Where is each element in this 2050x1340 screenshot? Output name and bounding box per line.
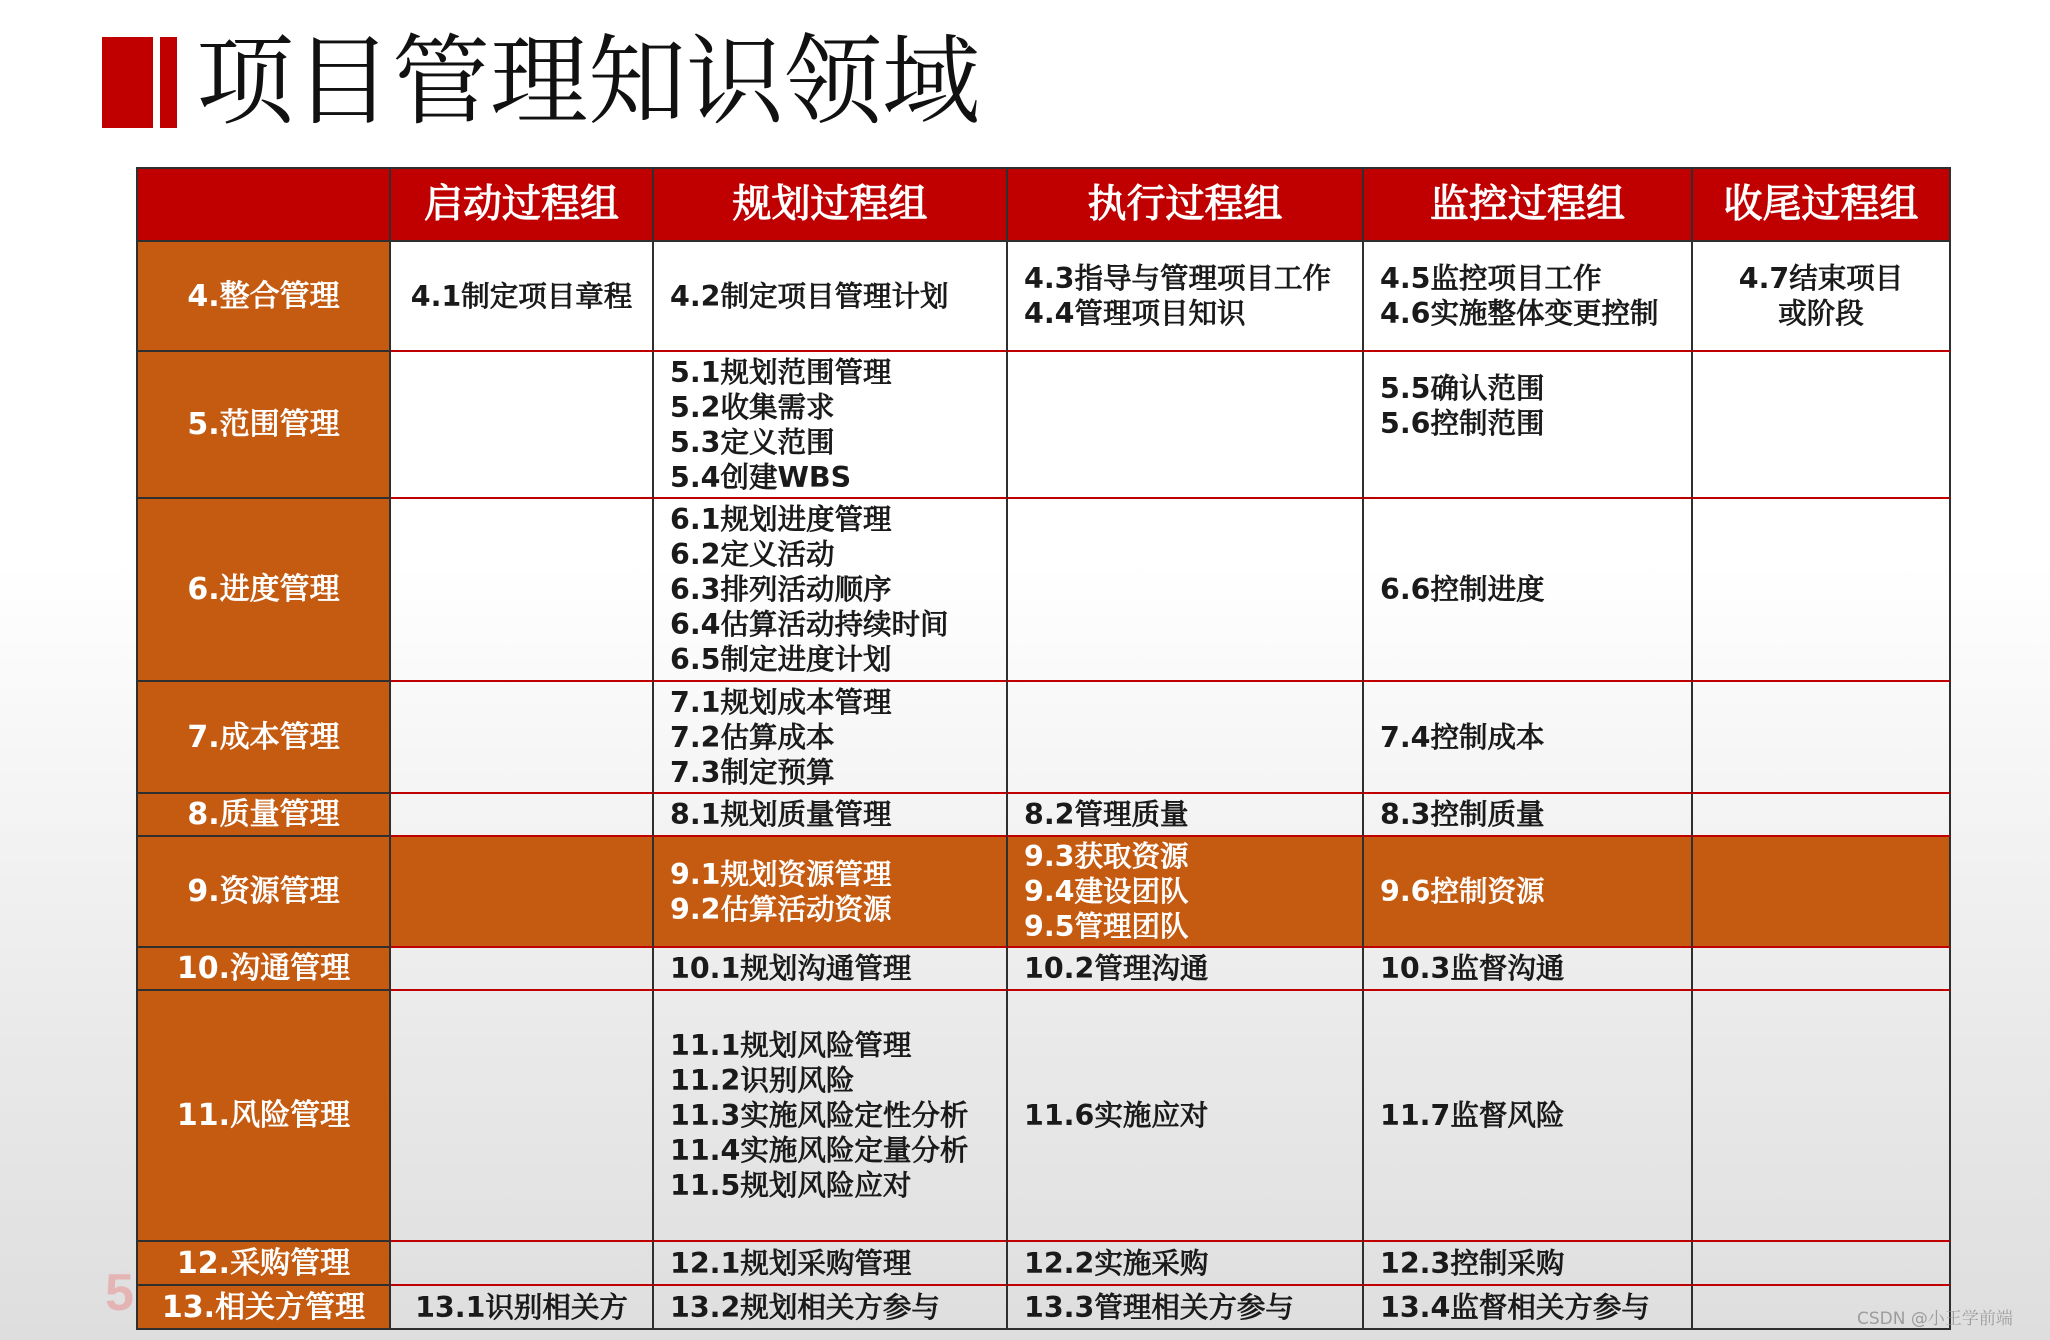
- cell-scope-monitoring: 5.5确认范围 5.6控制范围: [1364, 352, 1693, 499]
- process-knowledge-table: [136, 167, 1951, 1330]
- cell-procurement-initiating: [391, 1242, 654, 1286]
- cell-cost-executing: [1008, 682, 1364, 794]
- header-closing-process-group: 收尾过程组: [1693, 169, 1951, 242]
- cell-integration-monitoring: 4.5监控项目工作 4.6实施整体变更控制: [1364, 242, 1693, 352]
- cell-quality-planning: 8.1规划质量管理: [654, 794, 1008, 837]
- cell-schedule-monitoring: 6.6控制进度: [1364, 499, 1693, 682]
- cell-resource-planning: 9.1规划资源管理 9.2估算活动资源: [654, 837, 1008, 948]
- cell-quality-closing: [1693, 794, 1951, 837]
- cell-cost-closing: [1693, 682, 1951, 794]
- cell-communications-planning: 10.1规划沟通管理: [654, 948, 1008, 991]
- area-stakeholder: 13.相关方管理: [138, 1286, 391, 1330]
- cell-risk-planning: 11.1规划风险管理 11.2识别风险 11.3实施风险定性分析 11.4实施风险定量分析 11.5规划风险应对: [654, 991, 1008, 1242]
- cell-schedule-planning: 6.1规划进度管理 6.2定义活动 6.3排列活动顺序 6.4估算活动持续时间 6.5制定进度计划: [654, 499, 1008, 682]
- area-communications: 10.沟通管理: [138, 948, 391, 991]
- header-executing-process-group: 执行过程组: [1008, 169, 1364, 242]
- cell-resource-monitoring: 9.6控制资源: [1364, 837, 1693, 948]
- area-risk: 11.风险管理: [138, 991, 391, 1242]
- cell-schedule-closing: [1693, 499, 1951, 682]
- cell-scope-initiating: [391, 352, 654, 499]
- cell-risk-monitoring: 11.7监督风险: [1364, 991, 1693, 1242]
- cell-resource-initiating: [391, 837, 654, 948]
- cell-schedule-executing: [1008, 499, 1364, 682]
- area-procurement: 12.采购管理: [138, 1242, 391, 1286]
- header-corner: [138, 169, 391, 242]
- cell-communications-executing: 10.2管理沟通: [1008, 948, 1364, 991]
- cell-risk-executing: 11.6实施应对: [1008, 991, 1364, 1242]
- page-title: 项目管理知识领域: [196, 25, 981, 139]
- cell-procurement-executing: 12.2实施采购: [1008, 1242, 1364, 1286]
- cell-procurement-monitoring: 12.3控制采购: [1364, 1242, 1693, 1286]
- cell-quality-initiating: [391, 794, 654, 837]
- cell-cost-planning: 7.1规划成本管理 7.2估算成本 7.3制定预算: [654, 682, 1008, 794]
- cell-risk-initiating: [391, 991, 654, 1242]
- slide-page-number: 5: [105, 1264, 134, 1322]
- area-schedule: 6.进度管理: [138, 499, 391, 682]
- cell-integration-initiating: 4.1制定项目章程: [391, 242, 654, 352]
- cell-scope-executing: [1008, 352, 1364, 499]
- cell-risk-closing: [1693, 991, 1951, 1242]
- cell-stakeholder-planning: 13.2规划相关方参与: [654, 1286, 1008, 1330]
- area-cost: 7.成本管理: [138, 682, 391, 794]
- header-planning-process-group: 规划过程组: [654, 169, 1008, 242]
- cell-stakeholder-initiating: 13.1识别相关方: [391, 1286, 654, 1330]
- header-monitoring-controlling-process-group: 监控过程组: [1364, 169, 1693, 242]
- cell-resource-executing: 9.3获取资源 9.4建设团队 9.5管理团队: [1008, 837, 1364, 948]
- cell-integration-planning: 4.2制定项目管理计划: [654, 242, 1008, 352]
- cell-communications-monitoring: 10.3监督沟通: [1364, 948, 1693, 991]
- cell-integration-executing: 4.3指导与管理项目工作 4.4管理项目知识: [1008, 242, 1364, 352]
- cell-scope-planning: 5.1规划范围管理 5.2收集需求 5.3定义范围 5.4创建WBS: [654, 352, 1008, 499]
- area-quality: 8.质量管理: [138, 794, 391, 837]
- cell-stakeholder-monitoring: 13.4监督相关方参与: [1364, 1286, 1693, 1330]
- cell-scope-closing: [1693, 352, 1951, 499]
- title-accent-bar-thin: [160, 37, 177, 128]
- cell-cost-monitoring: 7.4控制成本: [1364, 682, 1693, 794]
- header-initiating-process-group: 启动过程组: [391, 169, 654, 242]
- area-integration: 4.整合管理: [138, 242, 391, 352]
- area-resource: 9.资源管理: [138, 837, 391, 948]
- area-scope: 5.范围管理: [138, 352, 391, 499]
- cell-integration-closing: 4.7结束项目 或阶段: [1693, 242, 1951, 352]
- cell-communications-closing: [1693, 948, 1951, 991]
- cell-communications-initiating: [391, 948, 654, 991]
- cell-resource-closing: [1693, 837, 1951, 948]
- cell-schedule-initiating: [391, 499, 654, 682]
- cell-procurement-planning: 12.1规划采购管理: [654, 1242, 1008, 1286]
- watermark: CSDN @小王学前端: [1857, 1309, 2013, 1329]
- title-accent-bar: [102, 37, 153, 128]
- cell-procurement-closing: [1693, 1242, 1951, 1286]
- cell-cost-initiating: [391, 682, 654, 794]
- cell-quality-monitoring: 8.3控制质量: [1364, 794, 1693, 837]
- cell-stakeholder-executing: 13.3管理相关方参与: [1008, 1286, 1364, 1330]
- cell-quality-executing: 8.2管理质量: [1008, 794, 1364, 837]
